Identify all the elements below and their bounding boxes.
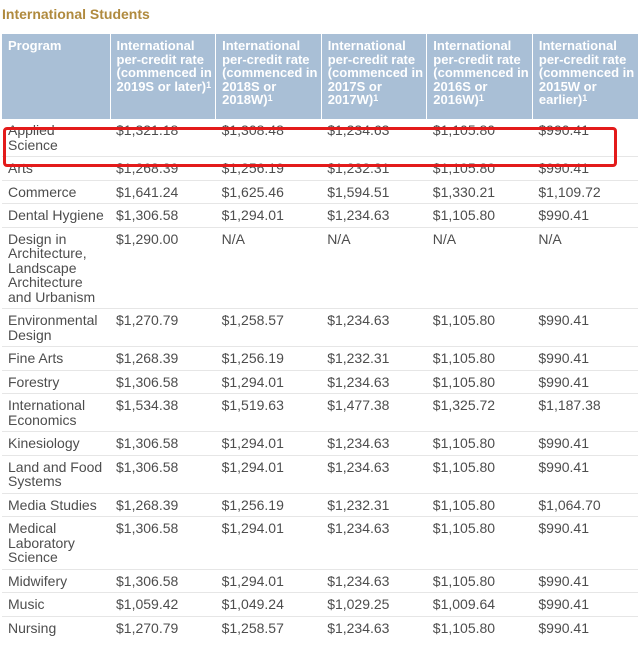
rate-2019s-cell: $1,306.58 (110, 432, 216, 456)
program-cell: Kinesiology (2, 432, 110, 456)
rate-2015w-cell: $990.41 (532, 455, 638, 493)
rate-2015w-cell: $990.41 (532, 309, 638, 347)
rate-2019s-cell: $1,321.18 (116, 122, 179, 138)
rate-2017s-cell: $1,234.63 (321, 432, 427, 456)
rate-2018s-cell: $1,258.57 (216, 309, 322, 347)
column-header-2017s: International per-credit rate (commenced in 2017S or 2017W)$^1$ (321, 34, 427, 119)
table-row (2, 309, 638, 347)
table-row (2, 569, 638, 593)
rate-2018s-cell: $1,256.19 (216, 493, 322, 517)
table-header-row (2, 34, 638, 119)
rate-2017s-cell: $1,029.25 (321, 593, 427, 617)
rate-2016s-cell: $1,105.80 (427, 616, 533, 639)
rate-2017s-cell: $1,234.63 (321, 204, 427, 228)
table-row (2, 204, 638, 228)
table-row (2, 432, 638, 456)
rate-2015w-cell: $990.41 (532, 432, 638, 456)
table-row (2, 227, 638, 309)
rate-2017s-cell: $1,234.63 (321, 309, 427, 347)
table-row (2, 616, 638, 639)
footnote-marker: 1 (478, 93, 484, 103)
table-row (2, 493, 638, 517)
program-cell: Dental Hygiene (2, 204, 110, 228)
column-header-program: Program (2, 34, 110, 119)
rate-2016s-cell: $1,105.80 (432, 122, 496, 138)
rate-2019s-cell: $1,268.39 (110, 493, 216, 517)
program-cell: Land and Food Systems (2, 455, 110, 493)
rate-2018s-cell: $1,256.19 (216, 347, 322, 371)
table-row (2, 157, 638, 181)
rate-2017s-cell: $1,232.31 (321, 493, 427, 517)
rate-2016s-cell: $1,330.21 (427, 180, 533, 204)
rate-2017s-cell: N/A (321, 227, 427, 309)
rate-2019s-cell: $1,306.58 (110, 517, 216, 570)
rate-2017s-cell: $1,234.63 (321, 370, 427, 394)
rate-2017s-cell: $1,477.38 (321, 394, 427, 432)
program-cell: Arts (2, 157, 110, 181)
program-cell: Design in Architecture, Landscape Architecture and Urbanism (2, 227, 110, 309)
rate-2019s-cell: $1,306.58 (110, 204, 216, 228)
table-row (2, 517, 638, 570)
rate-2015w-cell: $990.41 (532, 569, 638, 593)
rate-2015w-cell: $990.41 (532, 347, 638, 371)
column-header-2018s: International per-credit rate (commenced in 2018S or 2018W)$^1$ (216, 34, 322, 119)
rate-2017s-cell: $1,234.63 (321, 616, 427, 639)
table-row (2, 394, 638, 432)
footnote-marker: 1 (373, 93, 379, 103)
program-cell: Commerce (2, 180, 110, 204)
rate-2015w-cell: $1,109.72 (532, 180, 638, 204)
rate-2015w-cell: N/A (532, 227, 638, 309)
program-cell: Nursing (2, 616, 110, 639)
rate-2019s-cell: $1,270.79 (110, 309, 216, 347)
rate-2017s-cell: $1,234.63 (321, 455, 427, 493)
table-row (2, 455, 638, 493)
program-cell: Media Studies (2, 493, 110, 517)
rate-2019s-cell: $1,306.58 (110, 455, 216, 493)
rate-2018s-cell: $1,258.57 (216, 616, 322, 639)
program-cell: International Economics (2, 394, 110, 432)
rate-2017s-cell: $1,234.63 (321, 517, 427, 570)
rate-2016s-cell: $1,105.80 (427, 517, 533, 570)
rate-2016s-cell: $1,105.80 (427, 569, 533, 593)
rate-2015w-cell: $990.41 (532, 517, 638, 570)
rate-2019s-cell: $1,268.39 (110, 157, 216, 181)
rate-2016s-cell: $1,009.64 (427, 593, 533, 617)
program-cell: Environmental Design (2, 309, 110, 347)
rate-2019s-cell: $1,534.38 (110, 394, 216, 432)
table-row (2, 119, 638, 157)
rate-2016s-cell: $1,105.80 (427, 455, 533, 493)
section-title: International Students (2, 6, 150, 22)
program-cell: Applied Science (8, 122, 58, 153)
rate-2018s-cell: $1,308.48 (221, 122, 284, 138)
rate-2019s-cell: $1,290.00 (110, 227, 216, 309)
rate-2016s-cell: $1,105.80 (427, 157, 533, 181)
program-cell: Music (2, 593, 110, 617)
rate-2017s-cell: $1,594.51 (321, 180, 427, 204)
rate-2018s-cell: $1,294.01 (216, 204, 322, 228)
column-header-2019s: International per-credit rate (commenced in 2019S or later)$^1$ (110, 34, 216, 119)
rate-2018s-cell: $1,294.01 (216, 370, 322, 394)
rate-2016s-cell: $1,105.80 (427, 204, 533, 228)
footnote-marker: 1 (582, 93, 588, 103)
rate-2017s-cell: $1,232.31 (321, 157, 427, 181)
rate-2015w-cell: $990.41 (532, 616, 638, 639)
rate-2018s-cell: $1,049.24 (216, 593, 322, 617)
program-cell: Fine Arts (2, 347, 110, 371)
rate-2015w-cell: $990.41 (532, 157, 638, 181)
table-body (2, 119, 638, 639)
rate-2019s-cell: $1,268.39 (110, 347, 216, 371)
rate-2016s-cell: $1,105.80 (427, 309, 533, 347)
rate-2015w-cell: $990.41 (532, 593, 638, 617)
rate-2018s-cell: $1,519.63 (216, 394, 322, 432)
program-cell: Midwifery (2, 569, 110, 593)
table-row (2, 180, 638, 204)
footnote-marker: 1 (206, 79, 212, 90)
column-header-2015w: International per-credit rate (commenced in 2015W or earlier)$^1$ (532, 34, 638, 119)
rate-2016s-cell: $1,105.80 (427, 370, 533, 394)
rate-2016s-cell: $1,325.72 (427, 394, 533, 432)
rate-2016s-cell: N/A (427, 227, 533, 309)
footnote-marker: 1 (267, 93, 273, 103)
rate-2016s-cell: $1,105.80 (427, 493, 533, 517)
rate-2019s-cell: $1,270.79 (110, 616, 216, 639)
tuition-rates-table (2, 34, 638, 639)
rate-2015w-cell: $990.41 (532, 204, 638, 228)
table-row (2, 593, 638, 617)
rate-2015w-cell: $990.41 (538, 122, 589, 138)
rate-2016s-cell: $1,105.80 (427, 432, 533, 456)
rate-2019s-cell: $1,306.58 (110, 370, 216, 394)
rate-2018s-cell: $1,625.46 (216, 180, 322, 204)
rate-2016s-cell: $1,105.80 (427, 347, 533, 371)
rate-2015w-cell: $1,064.70 (532, 493, 638, 517)
rate-2018s-cell: $1,256.19 (216, 157, 322, 181)
rate-2018s-cell: $1,294.01 (216, 517, 322, 570)
table-row (2, 370, 638, 394)
rate-2018s-cell: $1,294.01 (216, 569, 322, 593)
rate-2017s-cell: $1,234.63 (327, 122, 390, 138)
rate-2015w-cell: $990.41 (532, 370, 638, 394)
rate-2018s-cell: N/A (216, 227, 322, 309)
rate-2018s-cell: $1,294.01 (216, 432, 322, 456)
rate-2019s-cell: $1,059.42 (110, 593, 216, 617)
rate-2019s-cell: $1,306.58 (110, 569, 216, 593)
rate-2018s-cell: $1,294.01 (216, 455, 322, 493)
program-cell: Medical Laboratory Science (2, 517, 110, 570)
rate-2017s-cell: $1,234.63 (321, 569, 427, 593)
rate-2017s-cell: $1,232.31 (321, 347, 427, 371)
table-row (2, 347, 638, 371)
rate-2015w-cell: $1,187.38 (532, 394, 638, 432)
program-cell: Forestry (2, 370, 110, 394)
rate-2019s-cell: $1,641.24 (110, 180, 216, 204)
column-header-2016s: International per-credit rate (commenced in 2016S or 2016W)$^1$ (427, 34, 533, 119)
